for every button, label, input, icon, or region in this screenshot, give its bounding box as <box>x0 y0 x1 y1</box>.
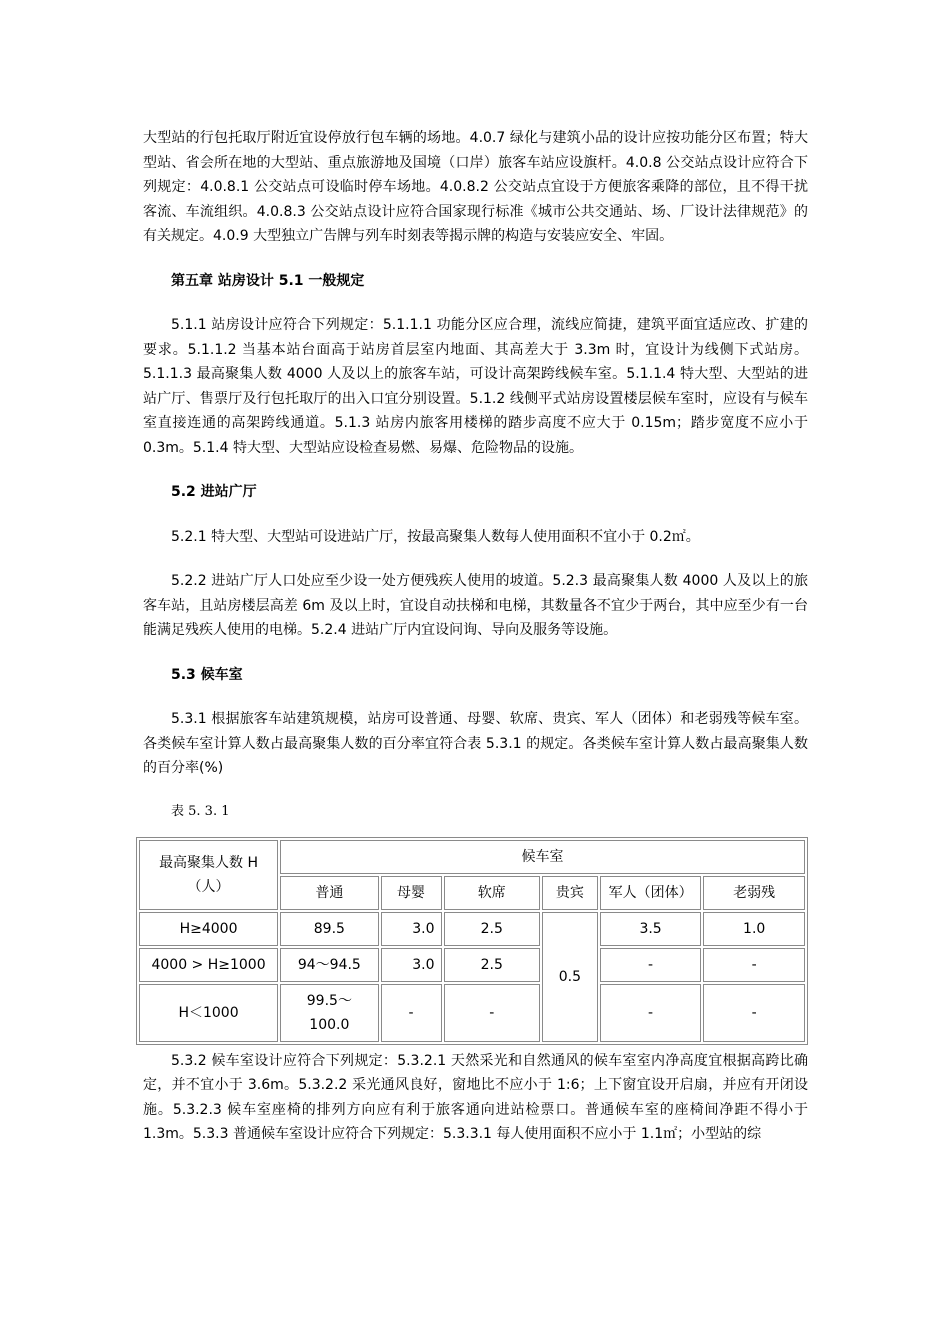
chapter-5-heading: 第五章 站房设计 5.1 一般规定 <box>171 272 365 289</box>
cell-soft: 2.5 <box>444 912 540 946</box>
header-military: 军人（团体） <box>600 876 702 910</box>
cell-normal: 94～94.5 <box>280 948 378 982</box>
section-5-2-heading: 5.2 进站广厅 <box>171 484 257 500</box>
paragraph-5-1: 5.1.1 站房设计应符合下列规定：5.1.1.1 功能分区应合理，流线应简捷，建筑平面宜适应改、扩建的要求。5.1.1.2 当基本站台面高于站房首层室内地面、其高差大于 3.3m 时，宜设计为线侧下式站房。5.1.1.3 最高聚集人数 4000 人及以上的旅客车站，可设计高架跨线候车室。5.1.1.4 特大型、大型站的进站广厅、售票厅及行包托取厅的出入口宜分别设置。5.1.2 线侧平式站房设置楼层候车室时，应设有与候车室直接连通的高架跨线通道。5.1.3 站房内旅客用楼梯的踏步高度不应大于 0.15m；踏步宽度不应小于 0.3m。5.1.4 特大型、大型站应设检查易燃、易爆、危险物品的设施。 <box>143 317 808 456</box>
cell-vip-merged: 0.5 <box>542 912 598 1042</box>
header-soft-seat: 软席 <box>444 876 540 910</box>
section-5-3-heading: 5.3 候车室 <box>171 666 243 683</box>
header-vip: 贵宾 <box>542 876 598 910</box>
header-max-people: 最高聚集人数 H（人） <box>139 840 278 910</box>
cell-soft: - <box>444 984 540 1042</box>
header-normal: 普通 <box>280 876 378 910</box>
header-waiting-room: 候车室 <box>280 840 805 874</box>
cell-elderly: - <box>703 948 805 982</box>
cell-mother: 3.0 <box>381 948 442 982</box>
cell-elderly: 1.0 <box>703 912 805 946</box>
table-row <box>139 984 805 1042</box>
document-page <box>143 126 808 1167</box>
paragraph-5-3-1: 5.3.1 根据旅客车站建筑规模，站房可设普通、母婴、软席、贵宾、军人（团体）和老弱残等候车室。各类候车室计算人数占最高聚集人数的百分率宜符合表 5.3.1 的规定。各类候车室计算人数占最高聚集人数的百分率(%) <box>143 711 808 776</box>
paragraph-5-3-2: 5.3.2 候车室设计应符合下列规定：5.3.2.1 天然采光和自然通风的候车室室内净高度宜根据高跨比确定，并不宜小于 3.6m。5.3.2.2 采光通风良好，窗地比不应小于 1:6；上下窗宜设开启扇，并应有开闭设施。5.3.2.3 候车室座椅的排列方向应有利于旅客通向进站检票口。普通候车室的座椅间净距不得小于 1.3m。5.3.3 普通候车室设计应符合下列规定：5.3.3.1 每人使用面积不应小于 1.1㎡；小型站的综 <box>143 1052 808 1142</box>
cell-elderly: - <box>703 984 805 1042</box>
table-header-row <box>139 840 805 874</box>
cell-normal: 89.5 <box>280 912 378 946</box>
cell-h: H＜1000 <box>139 984 278 1042</box>
cell-military: 3.5 <box>600 912 702 946</box>
header-mother-baby: 母婴 <box>381 876 442 910</box>
waiting-room-table <box>136 837 808 1045</box>
cell-military: - <box>600 984 702 1042</box>
paragraph-5-2-2: 5.2.2 进站广厅人口处应至少设一处方便残疾人使用的坡道。5.2.3 最高聚集人数 4000 人及以上的旅客车站，且站房楼层高差 6m 及以上时，宜设自动扶梯和电梯，其数量各不宜少于两台，其中应至少有一台能满足残疾人使用的电梯。5.2.4 进站广厅内宜设问询、导向及服务等设施。 <box>143 573 808 638</box>
cell-soft: 2.5 <box>444 948 540 982</box>
header-elderly: 老弱残 <box>703 876 805 910</box>
paragraph-4-0-7: 大型站的行包托取厅附近宜设停放行包车辆的场地。4.0.7 绿化与建筑小品的设计应按功能分区布置；特大型站、省会所在地的大型站、重点旅游地及国境（口岸）旅客车站应设旗杆。4.0.8 公交站点设计应符合下列规定：4.0.8.1 公交站点可设临时停车场地。4.0.8.2 公交站点宜设于方便旅客乘降的部位，且不得干扰客流、车流组织。4.0.8.3 公交站点设计应符合国家现行标准《城市公共交通站、场、厂设计法律规范》的有关规定。4.0.9 大型独立广告牌与列车时刻表等揭示牌的构造与安装应安全、牢固。 <box>143 130 808 244</box>
cell-mother: - <box>381 984 442 1042</box>
table-row <box>139 948 805 982</box>
table-caption: 表 5. 3. 1 <box>171 803 230 819</box>
cell-normal: 99.5～100.0 <box>280 984 378 1042</box>
cell-h: H≥4000 <box>139 912 278 946</box>
paragraph-5-2-1: 5.2.1 特大型、大型站可设进站广厅，按最高聚集人数每人使用面积不宜小于 0.2㎡。 <box>171 528 700 545</box>
cell-mother: 3.0 <box>381 912 442 946</box>
cell-military: - <box>600 948 702 982</box>
table-row <box>139 912 805 946</box>
cell-h: 4000 > H≥1000 <box>139 948 278 982</box>
